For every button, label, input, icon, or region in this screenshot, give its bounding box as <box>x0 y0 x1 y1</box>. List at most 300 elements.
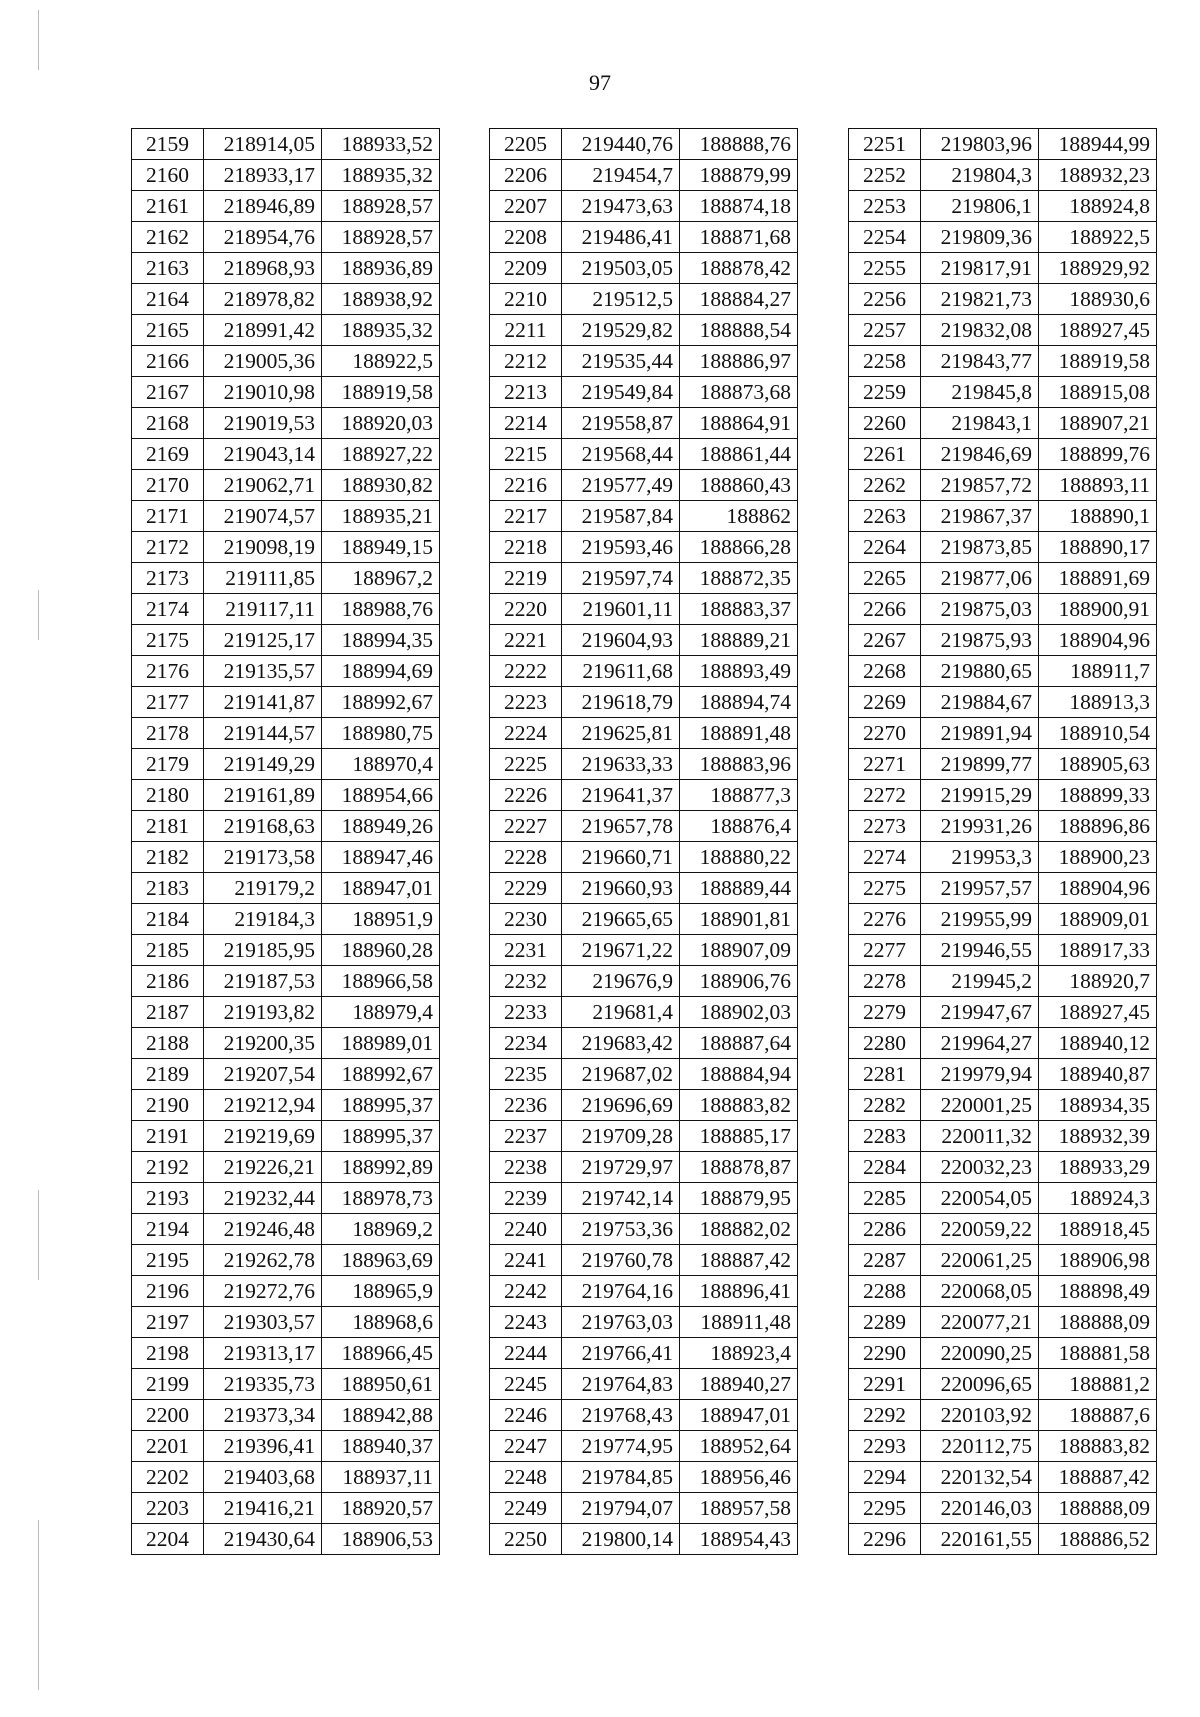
table-row <box>849 1121 1157 1152</box>
y-coordinate-cell: 188896,86 <box>1039 811 1157 842</box>
y-coordinate-cell: 188891,69 <box>1039 563 1157 594</box>
table-row <box>490 811 798 842</box>
x-coordinate-cell: 219891,94 <box>921 718 1039 749</box>
x-coordinate-cell: 219766,41 <box>562 1338 680 1369</box>
x-coordinate-cell: 219945,2 <box>921 966 1039 997</box>
y-coordinate-cell: 188905,63 <box>1039 749 1157 780</box>
table-row <box>490 532 798 563</box>
x-coordinate-cell: 219184,3 <box>204 904 322 935</box>
x-coordinate-cell: 219806,1 <box>921 191 1039 222</box>
point-number-cell: 2246 <box>490 1400 562 1431</box>
x-coordinate-cell: 219568,44 <box>562 439 680 470</box>
x-coordinate-cell: 219593,46 <box>562 532 680 563</box>
x-coordinate-cell: 219010,98 <box>204 377 322 408</box>
x-coordinate-cell: 219396,41 <box>204 1431 322 1462</box>
x-coordinate-cell: 219979,94 <box>921 1059 1039 1090</box>
y-coordinate-cell: 188927,45 <box>1039 315 1157 346</box>
x-coordinate-cell: 219193,82 <box>204 997 322 1028</box>
table-row <box>849 1276 1157 1307</box>
y-coordinate-cell: 188952,64 <box>680 1431 798 1462</box>
y-coordinate-cell: 188882,02 <box>680 1214 798 1245</box>
x-coordinate-cell: 220077,21 <box>921 1307 1039 1338</box>
point-number-cell: 2187 <box>132 997 204 1028</box>
point-number-cell: 2202 <box>132 1462 204 1493</box>
y-coordinate-cell: 188967,2 <box>322 563 440 594</box>
y-coordinate-cell: 188936,89 <box>322 253 440 284</box>
table-row <box>849 1214 1157 1245</box>
point-number-cell: 2186 <box>132 966 204 997</box>
y-coordinate-cell: 188887,42 <box>680 1245 798 1276</box>
coordinates-table-3 <box>848 128 1157 1555</box>
y-coordinate-cell: 188942,88 <box>322 1400 440 1431</box>
y-coordinate-cell: 188927,22 <box>322 439 440 470</box>
x-coordinate-cell: 219005,36 <box>204 346 322 377</box>
y-coordinate-cell: 188911,48 <box>680 1307 798 1338</box>
x-coordinate-cell: 219774,95 <box>562 1431 680 1462</box>
x-coordinate-cell: 219931,26 <box>921 811 1039 842</box>
table-row <box>849 625 1157 656</box>
table-row <box>849 811 1157 842</box>
x-coordinate-cell: 219681,4 <box>562 997 680 1028</box>
point-number-cell: 2194 <box>132 1214 204 1245</box>
table-row <box>849 594 1157 625</box>
x-coordinate-cell: 219303,57 <box>204 1307 322 1338</box>
table-row <box>849 780 1157 811</box>
point-number-cell: 2228 <box>490 842 562 873</box>
table-row <box>849 749 1157 780</box>
point-number-cell: 2221 <box>490 625 562 656</box>
x-coordinate-cell: 219335,73 <box>204 1369 322 1400</box>
point-number-cell: 2163 <box>132 253 204 284</box>
x-coordinate-cell: 219845,8 <box>921 377 1039 408</box>
table-row <box>490 935 798 966</box>
x-coordinate-cell: 220103,92 <box>921 1400 1039 1431</box>
y-coordinate-cell: 188877,3 <box>680 780 798 811</box>
point-number-cell: 2281 <box>849 1059 921 1090</box>
table-row <box>490 687 798 718</box>
point-number-cell: 2169 <box>132 439 204 470</box>
table-row <box>490 997 798 1028</box>
y-coordinate-cell: 188929,92 <box>1039 253 1157 284</box>
y-coordinate-cell: 188930,82 <box>322 470 440 501</box>
y-coordinate-cell: 188947,46 <box>322 842 440 873</box>
x-coordinate-cell: 218968,93 <box>204 253 322 284</box>
point-number-cell: 2247 <box>490 1431 562 1462</box>
table-row <box>490 749 798 780</box>
point-number-cell: 2178 <box>132 718 204 749</box>
point-number-cell: 2249 <box>490 1493 562 1524</box>
table-row <box>849 1090 1157 1121</box>
point-number-cell: 2229 <box>490 873 562 904</box>
point-number-cell: 2269 <box>849 687 921 718</box>
point-number-cell: 2276 <box>849 904 921 935</box>
table-row <box>490 129 798 160</box>
y-coordinate-cell: 188904,96 <box>1039 625 1157 656</box>
y-coordinate-cell: 188935,32 <box>322 315 440 346</box>
x-coordinate-cell: 219149,29 <box>204 749 322 780</box>
point-number-cell: 2193 <box>132 1183 204 1214</box>
x-coordinate-cell: 220001,25 <box>921 1090 1039 1121</box>
x-coordinate-cell: 219207,54 <box>204 1059 322 1090</box>
y-coordinate-cell: 188992,67 <box>322 687 440 718</box>
point-number-cell: 2274 <box>849 842 921 873</box>
table-row <box>849 532 1157 563</box>
point-number-cell: 2287 <box>849 1245 921 1276</box>
table-row <box>490 625 798 656</box>
point-number-cell: 2260 <box>849 408 921 439</box>
table-row <box>849 718 1157 749</box>
table-row <box>849 346 1157 377</box>
y-coordinate-cell: 188888,09 <box>1039 1307 1157 1338</box>
point-number-cell: 2279 <box>849 997 921 1028</box>
point-number-cell: 2266 <box>849 594 921 625</box>
point-number-cell: 2275 <box>849 873 921 904</box>
x-coordinate-cell: 219226,21 <box>204 1152 322 1183</box>
table-row <box>132 1493 440 1524</box>
x-coordinate-cell: 219665,65 <box>562 904 680 935</box>
y-coordinate-cell: 188901,81 <box>680 904 798 935</box>
y-coordinate-cell: 188969,2 <box>322 1214 440 1245</box>
table-row <box>490 1090 798 1121</box>
table-row <box>490 904 798 935</box>
table-row <box>849 1152 1157 1183</box>
point-number-cell: 2257 <box>849 315 921 346</box>
point-number-cell: 2206 <box>490 160 562 191</box>
point-number-cell: 2171 <box>132 501 204 532</box>
y-coordinate-cell: 188873,68 <box>680 377 798 408</box>
point-number-cell: 2243 <box>490 1307 562 1338</box>
table-row <box>132 1462 440 1493</box>
table-row <box>132 439 440 470</box>
point-number-cell: 2218 <box>490 532 562 563</box>
y-coordinate-cell: 188917,33 <box>1039 935 1157 966</box>
margin-scan-mark <box>38 590 39 640</box>
table-row <box>849 1462 1157 1493</box>
x-coordinate-cell: 219955,99 <box>921 904 1039 935</box>
point-number-cell: 2216 <box>490 470 562 501</box>
table-row <box>132 1183 440 1214</box>
y-coordinate-cell: 188898,49 <box>1039 1276 1157 1307</box>
point-number-cell: 2256 <box>849 284 921 315</box>
point-number-cell: 2212 <box>490 346 562 377</box>
table-row <box>132 873 440 904</box>
x-coordinate-cell: 219611,68 <box>562 656 680 687</box>
y-coordinate-cell: 188949,26 <box>322 811 440 842</box>
table-row <box>849 873 1157 904</box>
table-row <box>490 842 798 873</box>
y-coordinate-cell: 188940,12 <box>1039 1028 1157 1059</box>
x-coordinate-cell: 219486,41 <box>562 222 680 253</box>
y-coordinate-cell: 188890,1 <box>1039 501 1157 532</box>
x-coordinate-cell: 219062,71 <box>204 470 322 501</box>
table-row <box>849 501 1157 532</box>
x-coordinate-cell: 218978,82 <box>204 284 322 315</box>
y-coordinate-cell: 188923,4 <box>680 1338 798 1369</box>
table-row <box>132 284 440 315</box>
x-coordinate-cell: 219117,11 <box>204 594 322 625</box>
y-coordinate-cell: 188965,9 <box>322 1276 440 1307</box>
margin-scan-mark <box>38 1190 39 1280</box>
table-row <box>849 563 1157 594</box>
table-row <box>132 408 440 439</box>
point-number-cell: 2164 <box>132 284 204 315</box>
y-coordinate-cell: 188938,92 <box>322 284 440 315</box>
table-row <box>849 1338 1157 1369</box>
table-row <box>849 966 1157 997</box>
y-coordinate-cell: 188885,17 <box>680 1121 798 1152</box>
table-row <box>490 191 798 222</box>
point-number-cell: 2232 <box>490 966 562 997</box>
table-row <box>132 222 440 253</box>
y-coordinate-cell: 188899,76 <box>1039 439 1157 470</box>
x-coordinate-cell: 219880,65 <box>921 656 1039 687</box>
y-coordinate-cell: 188951,9 <box>322 904 440 935</box>
y-coordinate-cell: 188884,27 <box>680 284 798 315</box>
y-coordinate-cell: 188947,01 <box>322 873 440 904</box>
x-coordinate-cell: 219529,82 <box>562 315 680 346</box>
y-coordinate-cell: 188907,09 <box>680 935 798 966</box>
table-row <box>490 253 798 284</box>
x-coordinate-cell: 220146,03 <box>921 1493 1039 1524</box>
table-row <box>490 1121 798 1152</box>
table-row <box>490 284 798 315</box>
x-coordinate-cell: 219633,33 <box>562 749 680 780</box>
point-number-cell: 2190 <box>132 1090 204 1121</box>
x-coordinate-cell: 219857,72 <box>921 470 1039 501</box>
x-coordinate-cell: 219187,53 <box>204 966 322 997</box>
x-coordinate-cell: 219846,69 <box>921 439 1039 470</box>
y-coordinate-cell: 188864,91 <box>680 408 798 439</box>
y-coordinate-cell: 188968,6 <box>322 1307 440 1338</box>
table-row <box>849 656 1157 687</box>
y-coordinate-cell: 188886,97 <box>680 346 798 377</box>
table-row <box>132 1152 440 1183</box>
x-coordinate-cell: 220032,23 <box>921 1152 1039 1183</box>
x-coordinate-cell: 219803,96 <box>921 129 1039 160</box>
table-row <box>132 129 440 160</box>
x-coordinate-cell: 219696,69 <box>562 1090 680 1121</box>
point-number-cell: 2160 <box>132 160 204 191</box>
table-row <box>849 439 1157 470</box>
table-row <box>490 1059 798 1090</box>
point-number-cell: 2268 <box>849 656 921 687</box>
x-coordinate-cell: 219800,14 <box>562 1524 680 1555</box>
x-coordinate-cell: 219161,89 <box>204 780 322 811</box>
x-coordinate-cell: 219676,9 <box>562 966 680 997</box>
point-number-cell: 2211 <box>490 315 562 346</box>
point-number-cell: 2220 <box>490 594 562 625</box>
table-row <box>490 408 798 439</box>
x-coordinate-cell: 219111,85 <box>204 563 322 594</box>
point-number-cell: 2172 <box>132 532 204 563</box>
table-row <box>849 129 1157 160</box>
x-coordinate-cell: 219875,93 <box>921 625 1039 656</box>
point-number-cell: 2199 <box>132 1369 204 1400</box>
point-number-cell: 2207 <box>490 191 562 222</box>
point-number-cell: 2225 <box>490 749 562 780</box>
table-row <box>132 842 440 873</box>
x-coordinate-cell: 219964,27 <box>921 1028 1039 1059</box>
y-coordinate-cell: 188899,33 <box>1039 780 1157 811</box>
y-coordinate-cell: 188915,08 <box>1039 377 1157 408</box>
table-row <box>132 997 440 1028</box>
x-coordinate-cell: 220068,05 <box>921 1276 1039 1307</box>
y-coordinate-cell: 188966,58 <box>322 966 440 997</box>
point-number-cell: 2271 <box>849 749 921 780</box>
y-coordinate-cell: 188889,21 <box>680 625 798 656</box>
y-coordinate-cell: 188920,57 <box>322 1493 440 1524</box>
table-row <box>132 532 440 563</box>
table-row <box>132 687 440 718</box>
point-number-cell: 2197 <box>132 1307 204 1338</box>
y-coordinate-cell: 188922,5 <box>1039 222 1157 253</box>
point-number-cell: 2213 <box>490 377 562 408</box>
y-coordinate-cell: 188933,29 <box>1039 1152 1157 1183</box>
x-coordinate-cell: 219219,69 <box>204 1121 322 1152</box>
x-coordinate-cell: 219512,5 <box>562 284 680 315</box>
y-coordinate-cell: 188950,61 <box>322 1369 440 1400</box>
point-number-cell: 2253 <box>849 191 921 222</box>
table-row <box>132 1214 440 1245</box>
x-coordinate-cell: 219641,37 <box>562 780 680 811</box>
y-coordinate-cell: 188900,23 <box>1039 842 1157 873</box>
x-coordinate-cell: 219947,67 <box>921 997 1039 1028</box>
y-coordinate-cell: 188900,91 <box>1039 594 1157 625</box>
x-coordinate-cell: 219212,94 <box>204 1090 322 1121</box>
point-number-cell: 2200 <box>132 1400 204 1431</box>
y-coordinate-cell: 188954,66 <box>322 780 440 811</box>
y-coordinate-cell: 188989,01 <box>322 1028 440 1059</box>
y-coordinate-cell: 188994,69 <box>322 656 440 687</box>
y-coordinate-cell: 188887,64 <box>680 1028 798 1059</box>
table-row <box>849 191 1157 222</box>
y-coordinate-cell: 188890,17 <box>1039 532 1157 563</box>
table-row <box>132 501 440 532</box>
table-row <box>490 1183 798 1214</box>
table-row <box>132 904 440 935</box>
table-row <box>490 1524 798 1555</box>
y-coordinate-cell: 188940,37 <box>322 1431 440 1462</box>
point-number-cell: 2182 <box>132 842 204 873</box>
coordinates-table-2 <box>489 128 798 1555</box>
x-coordinate-cell: 219535,44 <box>562 346 680 377</box>
x-coordinate-cell: 220054,05 <box>921 1183 1039 1214</box>
table-row <box>490 1493 798 1524</box>
y-coordinate-cell: 188878,42 <box>680 253 798 284</box>
point-number-cell: 2235 <box>490 1059 562 1090</box>
y-coordinate-cell: 188883,82 <box>1039 1431 1157 1462</box>
y-coordinate-cell: 188896,41 <box>680 1276 798 1307</box>
x-coordinate-cell: 219272,76 <box>204 1276 322 1307</box>
x-coordinate-cell: 220059,22 <box>921 1214 1039 1245</box>
x-coordinate-cell: 219473,63 <box>562 191 680 222</box>
x-coordinate-cell: 219843,77 <box>921 346 1039 377</box>
margin-scan-mark <box>38 1520 39 1690</box>
table-row <box>849 1059 1157 1090</box>
point-number-cell: 2265 <box>849 563 921 594</box>
x-coordinate-cell: 219809,36 <box>921 222 1039 253</box>
table-row <box>132 377 440 408</box>
table-row <box>132 811 440 842</box>
table-row <box>849 408 1157 439</box>
table-row <box>132 1276 440 1307</box>
y-coordinate-cell: 188928,57 <box>322 191 440 222</box>
y-coordinate-cell: 188919,58 <box>1039 346 1157 377</box>
y-coordinate-cell: 188922,5 <box>322 346 440 377</box>
point-number-cell: 2237 <box>490 1121 562 1152</box>
point-number-cell: 2291 <box>849 1369 921 1400</box>
x-coordinate-cell: 218954,76 <box>204 222 322 253</box>
x-coordinate-cell: 219804,3 <box>921 160 1039 191</box>
x-coordinate-cell: 219660,71 <box>562 842 680 873</box>
x-coordinate-cell: 219957,57 <box>921 873 1039 904</box>
table-row <box>132 160 440 191</box>
point-number-cell: 2162 <box>132 222 204 253</box>
x-coordinate-cell: 219179,2 <box>204 873 322 904</box>
point-number-cell: 2214 <box>490 408 562 439</box>
y-coordinate-cell: 188907,21 <box>1039 408 1157 439</box>
table-row <box>132 346 440 377</box>
y-coordinate-cell: 188911,7 <box>1039 656 1157 687</box>
point-number-cell: 2167 <box>132 377 204 408</box>
y-coordinate-cell: 188883,96 <box>680 749 798 780</box>
y-coordinate-cell: 188928,57 <box>322 222 440 253</box>
y-coordinate-cell: 188888,54 <box>680 315 798 346</box>
x-coordinate-cell: 219403,68 <box>204 1462 322 1493</box>
table-row <box>132 1059 440 1090</box>
point-number-cell: 2270 <box>849 718 921 749</box>
x-coordinate-cell: 219373,34 <box>204 1400 322 1431</box>
x-coordinate-cell: 219784,85 <box>562 1462 680 1493</box>
table-row <box>490 780 798 811</box>
point-number-cell: 2196 <box>132 1276 204 1307</box>
x-coordinate-cell: 219671,22 <box>562 935 680 966</box>
point-number-cell: 2294 <box>849 1462 921 1493</box>
x-coordinate-cell: 219074,57 <box>204 501 322 532</box>
point-number-cell: 2230 <box>490 904 562 935</box>
table-row <box>849 904 1157 935</box>
point-number-cell: 2159 <box>132 129 204 160</box>
x-coordinate-cell: 219953,3 <box>921 842 1039 873</box>
x-coordinate-cell: 219657,78 <box>562 811 680 842</box>
point-number-cell: 2240 <box>490 1214 562 1245</box>
x-coordinate-cell: 219660,93 <box>562 873 680 904</box>
point-number-cell: 2242 <box>490 1276 562 1307</box>
y-coordinate-cell: 188906,53 <box>322 1524 440 1555</box>
x-coordinate-cell: 218914,05 <box>204 129 322 160</box>
y-coordinate-cell: 188891,48 <box>680 718 798 749</box>
table-row <box>490 1369 798 1400</box>
y-coordinate-cell: 188887,42 <box>1039 1462 1157 1493</box>
y-coordinate-cell: 188880,22 <box>680 842 798 873</box>
y-coordinate-cell: 188932,23 <box>1039 160 1157 191</box>
table-row <box>490 160 798 191</box>
y-coordinate-cell: 188930,6 <box>1039 284 1157 315</box>
table-row <box>132 1338 440 1369</box>
x-coordinate-cell: 219262,78 <box>204 1245 322 1276</box>
table-row <box>132 563 440 594</box>
point-number-cell: 2191 <box>132 1121 204 1152</box>
table-row <box>849 1369 1157 1400</box>
x-coordinate-cell: 219817,91 <box>921 253 1039 284</box>
table-row <box>849 470 1157 501</box>
x-coordinate-cell: 219141,87 <box>204 687 322 718</box>
x-coordinate-cell: 220112,75 <box>921 1431 1039 1462</box>
x-coordinate-cell: 219875,03 <box>921 594 1039 625</box>
table-row <box>132 966 440 997</box>
point-number-cell: 2201 <box>132 1431 204 1462</box>
x-coordinate-cell: 220161,55 <box>921 1524 1039 1555</box>
